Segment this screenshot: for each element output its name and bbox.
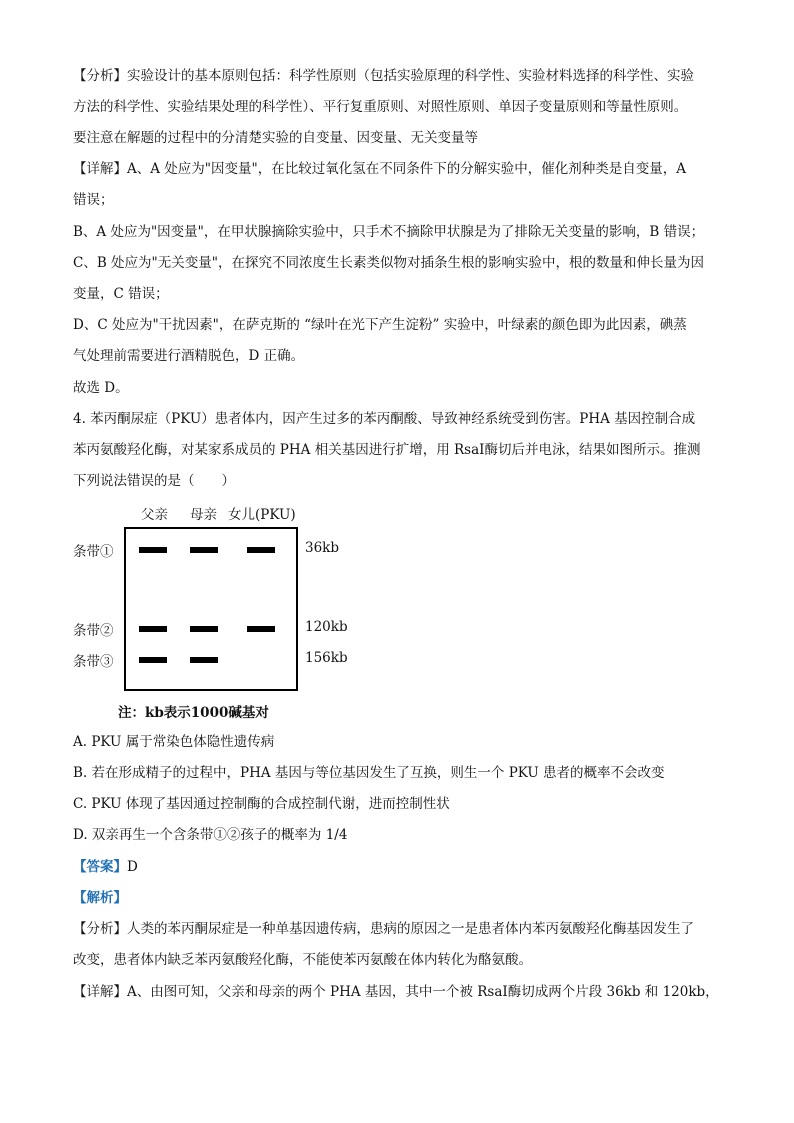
detail2-line-1	[73, 982, 719, 1002]
option-d: D. 双亲再生一个含条带①②孩子的概率为 1/4	[73, 827, 348, 843]
band-label-1: 条带①	[73, 544, 114, 560]
band-label-3: 条带③	[73, 654, 114, 670]
jiexi-tag: 【解析】	[73, 890, 127, 906]
question-line-2: 苯丙氨酸羟化酶，对某家系成员的 PHA 相关基因进行扩增，用 RsaⅠ酶切后并电泳，结果如图所示。推测	[73, 442, 701, 458]
analysis2-line-1	[73, 919, 694, 939]
option-c: C. PKU 体现了基因通过控制酶的合成控制代谢，进而控制性状	[73, 796, 450, 812]
detail-line-c2: 变量，C 错误；	[73, 286, 169, 302]
analysis-line-1	[73, 66, 694, 86]
answer-line	[73, 857, 138, 877]
detail-text-a1: A、A 处应为"因变量"，在比较过氧化氢在不同条件下的分解实验中，催化剂种类是自变量，A	[127, 161, 686, 177]
band-father-1	[139, 547, 167, 553]
band-mother-2	[190, 626, 218, 632]
detail-line-c1: C、B 处应为"无关变量"，在探究不同浓度生长素类似物对插条生根的影响实验中，根的数量和伸长量为因	[73, 255, 704, 271]
analysis-text-1: 实验设计的基本原则包括：科学性原则（包括实验原理的科学性、实验材料选择的科学性、实验	[127, 68, 694, 84]
detail-choice: 故选 D。	[73, 380, 129, 396]
analysis2-tag: 【分析】	[73, 921, 127, 937]
band-size-3: 156kb	[305, 650, 348, 666]
detail-line-d1: D、C 处应为"干扰因素"，在萨克斯的 “绿叶在光下产生淀粉” 实验中，叶绿素的颜色即为此因素，碘蒸	[73, 317, 687, 333]
analysis2-line-2: 改变，患者体内缺乏苯丙氨酸羟化酶，不能使苯丙氨酸在体内转化为酪氨酸。	[73, 952, 532, 968]
question-line-3: 下列说法错误的是（ ）	[73, 473, 235, 489]
analysis-line-2: 方法的科学性、实验结果处理的科学性）、平行复重原则、对照性原则、单因子变量原则和等量性原则。	[73, 99, 688, 115]
detail2-tag: 【详解】	[73, 984, 127, 1000]
band-mother-3	[190, 657, 218, 663]
lane-label-father: 父亲	[141, 507, 168, 523]
option-a: A. PKU 属于常染色体隐性遗传病	[73, 734, 275, 750]
band-size-1: 36kb	[305, 540, 340, 556]
detail2-text-1: A、由图可知，父亲和母亲的两个 PHA 基因，其中一个被 RsaⅠ酶切成两个片段 36kb 和 120kb，	[127, 984, 719, 1000]
lane-label-daughter: 女儿(PKU)	[228, 507, 296, 523]
question-line-1: 4. 苯丙酮尿症（PKU）患者体内，因产生过多的苯丙酮酸、导致神经系统受到伤害。PHA 基因控制合成	[73, 411, 696, 427]
detail-line-d2: 气处理前需要进行酒精脱色，D 正确。	[73, 348, 305, 364]
band-size-2: 120kb	[305, 619, 348, 635]
option-b: B. 若在形成精子的过程中，PHA 基因与等位基因发生了互换，则生一个 PKU 患者的概率不会改变	[73, 765, 665, 781]
lane-label-mother: 母亲	[190, 507, 217, 523]
gel-note: 注：kb表示1000碱基对	[118, 705, 269, 721]
detail-line-b: B、A 处应为"因变量"，在甲状腺摘除实验中，只手术不摘除甲状腺是为了排除无关变量的影响，B 错误；	[73, 224, 705, 240]
detail-tag: 【详解】	[73, 161, 127, 177]
answer-value: D	[127, 859, 138, 875]
band-father-3	[139, 657, 167, 663]
detail-line-a1	[73, 159, 686, 179]
detail-line-a2: 错误；	[73, 192, 114, 208]
band-label-2: 条带②	[73, 623, 114, 639]
band-daughter-1	[247, 547, 275, 553]
analysis-tag: 【分析】	[73, 68, 127, 84]
band-mother-1	[190, 547, 218, 553]
answer-tag: 【答案】	[73, 859, 127, 875]
band-daughter-2	[247, 626, 275, 632]
band-father-2	[139, 626, 167, 632]
analysis2-text-1: 人类的苯丙酮尿症是一种单基因遗传病，患病的原因之一是患者体内苯丙氨酸羟化酶基因发生了	[127, 921, 694, 937]
analysis-line-3: 要注意在解题的过程中的分清楚实验的自变量、因变量、无关变量等	[73, 130, 478, 146]
